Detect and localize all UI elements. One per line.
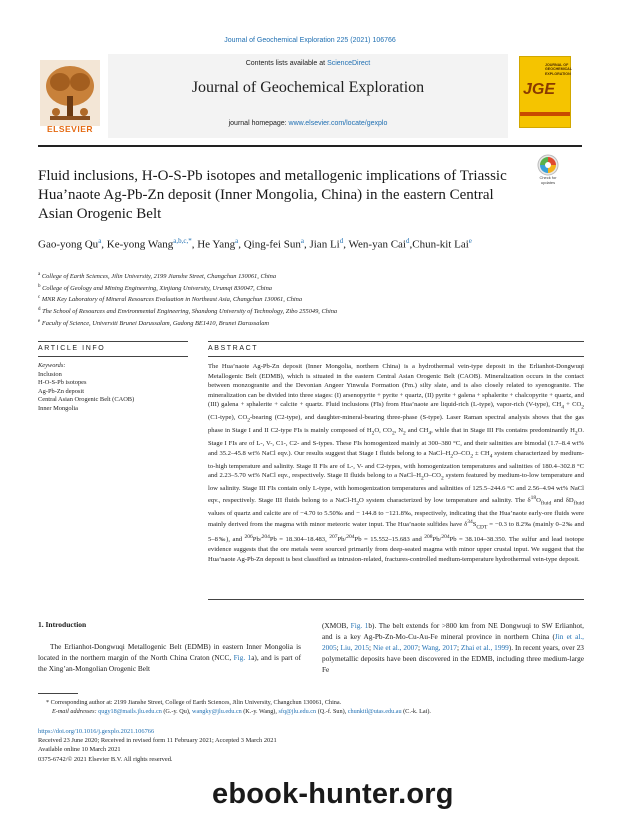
homepage-line [108, 120, 508, 127]
email-line [38, 707, 584, 716]
email-label: E-mail addresses: [52, 708, 97, 716]
masthead-center [108, 54, 508, 138]
abstract-text: The Hua’naote Ag-Pb-Zn deposit (Inner Mongolia, northern China) is a hydrothermal vein-type deposit in the Erlianhot-Dongwuqi Metallogenic Belt (EDMB), which is situated in the eastern Central Asian Orogenic Belt (CAOB). Mineralization occurs in the contact between monzogranite and the Devonian Angeer Yinwula Formation (Fm.) silty slate, and is also closely related to syenogranite. The mineralization can be divided into three stages: (I) arsenopyrite + pyrite + quartz, (II) pyrite + galena + sphalerite + chalcopyrite + quartz, and (III) galena + sphalerite + calcite + quartz. Fluid inclusions (FIs) from Hua’naote are liquid-rich (L-type), vapor-rich (V-type), $CH_4 + CO_2$ (C1-type), $CO_2$-bearing (C2-type), and daughter-mineral-bearing three-phase (S-type). Laser Raman spectral analysis shows that the gas phase in Stage I and II C2-type FIs is mainly composed of $H_2O$, $CO_2$, $N_2$ and $CH_4$, while that in Stage III FIs contains predominantly $H_2O$. Stage I FIs are of L-, V-, C1-, C2- and S-types. These FIs homogenized mainly at 300–380 °C, and their salinities are bimodal (1.7–8.4 wt% and 35.2–45.8 wt% NaCl eqv.). Our results suggest that Stage I fluids belong to a NaCl–$H_2O-CO_2 \pm CH_4$ system characterized by medium-to-high temperature and salinity. Stage II FIs are of L-, V- and C2-types, with homogenization temperatures and salinities of 180.4–302.8 °C and 2.23–5.70 wt% NaCl eqv., respectively. Stage II fluids belong to a NaCl–$H_2O-CO_2$ system featured by medium-to-low temperature and low salinity. Stage III FIs contain only L-type, with homogenization temperatures and salinities of 125.5–244.6 °C and 2.56–4.94 wt% NaCl eqv., respectively. Stage III fluids belong to a NaCl-$H_2O$ system characterized by low temperature and salinity. The $\delta^{18}O_{fluid}$ and $\delta D_{fluid}$ values of quartz and calcite are of −4.70 to 5.50‰ and − 144.8 to −121.8‰, respectively, indicating that the Hua’naote early-ore fluids were mainly derived from the magma with minor meteoric water input. The Hua’naote sulfides have $\delta^{34}S_{CDT} = -0.3$ to 8.2‰ (mainly 0–2‰ and 5–8‰), and $^{206}$Pb/$^{204}$Pb = 18.304–18.483, $^{207}$Pb/$^{204}$Pb = 15.552–15.683 and $^{208}$Pb/$^{204}$Pb = 38.104–38.350. The sulfur and lead isotope evidence suggests that the ore metals were sourced primarily from deep-seated magma with minor upper crustal input. We suggest that the Hua’naote Ag-Pb-Zn deposit is best classified as intrusion-related, fractures-controlled medium-temperature hydrothermal vein-type deposit. [208, 363, 585, 563]
ref-liu-2015[interactable]: Liu, 2015 [340, 643, 369, 652]
email-owner: (Q.-f. Sun), [316, 708, 348, 716]
crossmark-badge[interactable] [533, 154, 563, 188]
author-affiliation-marker[interactable]: a [300, 237, 304, 245]
affiliation-text: College of Earth Sciences, Jilin University, 2199 Jianshe Street, Changchun 130061, China [41, 273, 277, 281]
crossmark-icon [533, 154, 563, 176]
keyword-item: Inner Mongolia [38, 404, 78, 412]
keyword-item: Inclusion [38, 370, 62, 378]
keyword-item: Ag-Pb-Zn deposit [38, 387, 84, 395]
elsevier-tree-logo-icon [38, 58, 102, 130]
email-link[interactable]: chunkitl@utas.edu.au [347, 708, 402, 716]
author-name[interactable]: Gao-yong Qu [38, 238, 99, 251]
author-separator: , [409, 238, 413, 251]
email-link[interactable]: wangky@jlu.edu.cn [191, 708, 242, 716]
homepage-link[interactable]: www.elsevier.com/locate/gexplo [288, 120, 388, 127]
affiliation-key: b [38, 283, 41, 289]
author-affiliation-marker[interactable]: a [98, 237, 102, 245]
affiliation-key: d [38, 307, 41, 313]
journal-reference[interactable]: Journal of Geochemical Exploration 225 (2021) 106766 [224, 37, 396, 44]
author-name[interactable]: Chun-kit Lai [412, 238, 469, 251]
watermark: ebook-hunter.org [212, 778, 454, 810]
author-separator: , [238, 238, 244, 251]
copyright: 0375-6742/© 2021 Elsevier B.V. All rights reserved. [38, 755, 173, 763]
introduction-left-column: The Erlianhot-Dongwuqi Metallogenic Belt (EDMB) in eastern Inner Mongolia is located in the northern margin of the North China Craton (NCC, Fig. 1a), and is part of the Xing’an-Mongolian Orogenic Belt [38, 642, 302, 673]
publisher-logo-text: ELSEVIER [46, 124, 94, 134]
affiliation-text: College of Geology and Mining Engineering, Xinjiang University, Urumqi 830047, China [42, 284, 272, 292]
author-name[interactable]: Jian Li [309, 238, 340, 251]
affiliation-text: MNR Key Laboratory of Mineral Resources Evaluation in Northeast Asia, Changchun 130061, China [41, 296, 303, 304]
author-separator: , [101, 238, 107, 251]
abstract-rule [208, 341, 584, 342]
ref-nie-2007[interactable]: Nie et al., 2007 [372, 643, 418, 652]
author-affiliation-marker[interactable]: a,b,c,* [173, 237, 192, 245]
author-separator: , [191, 238, 198, 251]
affiliation-row [38, 270, 578, 282]
masthead-divider [38, 145, 582, 147]
article-info-heading: ARTICLE INFO [38, 345, 106, 352]
ref-wang-2017[interactable]: Wang, 2017 [421, 643, 457, 652]
keyword-item: Central Asian Orogenic Belt (CAOB) [38, 396, 135, 404]
email-link[interactable]: qugy18@mails.jlu.edu.cn [98, 708, 162, 716]
footnote-rule [38, 693, 78, 694]
contents-prefix: Contents lists available at [245, 60, 328, 67]
affiliation-row [38, 282, 578, 294]
affiliation-key: c [38, 295, 41, 301]
author-separator: , [303, 238, 310, 251]
keywords-block [38, 362, 188, 414]
homepage-prefix: journal homepage: [228, 120, 289, 127]
doi-link[interactable]: https://doi.org/10.1016/j.gexplo.2021.106766 [38, 728, 155, 735]
ref-zhai-1999[interactable]: Zhai et al., 1999 [460, 643, 509, 652]
footnotes [38, 698, 584, 717]
cover-stripe [520, 112, 570, 116]
journal-title: Journal of Geochemical Exploration [191, 79, 425, 96]
crossmark-label: Check for updates [539, 175, 557, 185]
affiliation-text: Faculty of Science, Universiti Brunei Darussalam, Gadong BE1410, Brunei Darussalam [41, 320, 270, 327]
corresponding-author-note: * Corresponding author at: 2199 Jianshe Street, College of Earth Sciences, Jilin University, Changchun 130061, China. [46, 699, 342, 706]
author-affiliation-marker[interactable]: d [339, 237, 344, 245]
author-name[interactable]: Qing-fei Sun [243, 238, 301, 251]
author-name[interactable]: He Yang [197, 238, 236, 251]
introduction-heading: 1. Introduction [38, 620, 87, 629]
affiliations [38, 270, 578, 329]
contents-line [108, 60, 508, 67]
affiliation-row [38, 305, 578, 317]
article-history [38, 727, 438, 764]
author-list [38, 233, 558, 254]
introduction-right-column: (XMOB, Fig. 1b). The belt extends for >800 km from NE Dongwuqi to SW Erlianhot, and is a key Ag-Pb-Zn-Mo-Cu-Au-Fe mineral province in northern China (Jin et al., 2005; Liu, 2015; Nie et al., 2007; Wang, 2017; Zhai et al., 1999). In recent years, over 23 polymetallic deposits have been discovered in the EDMB, including three medium-large Fe [322, 621, 584, 674]
affiliation-key: a [38, 272, 41, 277]
affiliation-row [38, 317, 578, 329]
keyword-item: H-O-S-Pb isotopes [38, 379, 87, 387]
author-name[interactable]: Ke-yong Wang [106, 238, 174, 251]
article-info-rule-bottom [38, 356, 188, 357]
affiliation-text: The School of Resources and Environmental Engineering, Shandong University of Technology, Zibo 255049, China [42, 308, 338, 316]
received-dates: Received 23 June 2020; Received in revised form 11 February 2021; Accepted 3 March 2021 [38, 737, 277, 745]
keywords-list [38, 371, 188, 414]
abstract-heading: ABSTRACT [208, 345, 259, 352]
cover-title: JOURNAL OF GEOCHEMICAL EXPLORATION [545, 63, 572, 76]
email-link[interactable]: sfq@jlu.edu.cn [278, 708, 317, 716]
article-info-rule [38, 341, 188, 342]
article-title: Fluid inclusions, H-O-S-Pb isotopes and metallogenic implications of Triassic Hua’naote Ag-Pb-Zn deposit (Inner Mongolia, China) in the eastern Central Asian Orogenic Belt [38, 168, 507, 222]
author-affiliation-marker[interactable]: e [468, 237, 472, 245]
affiliation-key: e [38, 318, 41, 324]
masthead [38, 50, 582, 142]
abstract-rule-bottom [208, 356, 584, 357]
fig1b-link[interactable]: Fig. 1 [350, 621, 369, 630]
author-name[interactable]: Wen-yan Cai [348, 238, 406, 251]
author-affiliation-marker[interactable]: d [406, 237, 410, 245]
author-separator: , [343, 238, 349, 251]
journal-cover-thumbnail [519, 56, 571, 128]
fig1-link[interactable]: Fig. 1 [233, 653, 252, 662]
abstract-end-rule [208, 599, 584, 600]
email-owner: (G.-y. Qu), [161, 708, 192, 716]
email-owner: (K.-y. Wang), [241, 708, 279, 716]
affiliation-row [38, 293, 578, 305]
keywords-heading: Keywords: [38, 362, 66, 369]
ref-jin-2005[interactable]: Jin et al., 2005 [322, 632, 584, 652]
available-online: Available online 10 March 2021 [38, 746, 121, 754]
sciencedirect-link[interactable]: ScienceDirect [327, 60, 371, 67]
email-owner: (C.-k. Lai). [401, 708, 431, 716]
author-affiliation-marker[interactable]: a [235, 237, 239, 245]
cover-logo: JGE [523, 81, 556, 98]
